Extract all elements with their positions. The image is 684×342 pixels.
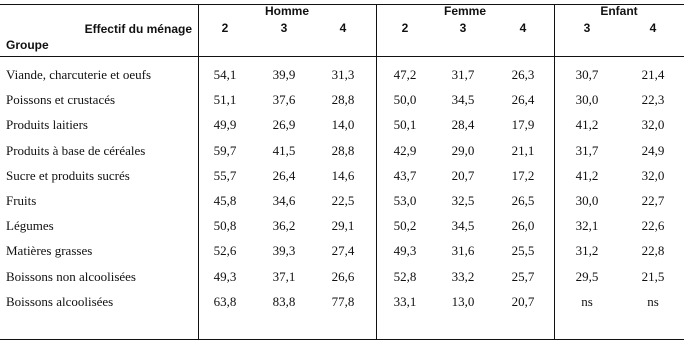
effectif-label: Effectif du ménage	[84, 22, 192, 36]
table-cell: 31,7	[575, 142, 599, 158]
table-cell: 28,8	[331, 142, 355, 158]
table-cell: 39,9	[272, 67, 296, 82]
table-cell: 14,6	[331, 167, 355, 183]
table-cell: 53,0	[393, 193, 417, 208]
table-cell: 31,6	[451, 243, 475, 259]
column-divider	[554, 4, 555, 339]
table-cell: 14,0	[331, 117, 355, 133]
column-divider	[376, 4, 377, 339]
table-cell: 47,2	[393, 67, 417, 82]
table-cell: 25,5	[511, 243, 535, 259]
row-label: Légumes	[6, 218, 54, 234]
row-label: Viande, charcuterie et oeufs	[6, 67, 152, 82]
table-cell: 30,0	[575, 193, 599, 208]
table-cell: 29,1	[331, 218, 355, 234]
table-cell: 26,5	[511, 193, 535, 208]
table-cell: 17,9	[511, 117, 535, 133]
table-cell: 31,2	[575, 243, 599, 259]
table-cell: 30,7	[575, 67, 599, 82]
table-cell: 41,5	[272, 142, 296, 158]
table-cell: 22,7	[641, 193, 665, 208]
table-cell: 13,0	[451, 293, 475, 309]
group-header: Enfant	[600, 4, 638, 18]
table-cell: 37,1	[272, 268, 296, 284]
table-cell: 32,0	[641, 167, 665, 183]
table-cell: 30,0	[575, 92, 599, 108]
table-cell: 20,7	[511, 293, 535, 309]
table-cell: 50,8	[213, 218, 237, 234]
header-rule	[0, 56, 684, 57]
table-cell: 34,5	[451, 92, 475, 108]
table-cell: 49,9	[213, 117, 237, 133]
row-label: Produits laitiers	[6, 117, 88, 133]
table-cell: 49,3	[393, 243, 417, 259]
household-size: 3	[280, 21, 288, 35]
household-size: 4	[649, 21, 657, 35]
table-cell: 52,8	[393, 268, 417, 284]
table-cell: 22,8	[641, 243, 665, 259]
table-cell: 77,8	[331, 293, 355, 309]
row-label: Poissons et crustacés	[6, 92, 116, 108]
table-cell: 41,2	[575, 167, 599, 183]
group-header: Homme	[264, 4, 309, 18]
table-cell: 34,5	[451, 218, 475, 234]
table-cell: 63,8	[213, 293, 237, 309]
table-cell: 26,4	[272, 167, 296, 183]
table-cell: 21,4	[641, 67, 665, 82]
table-cell: 32,5	[451, 193, 475, 208]
table-cell: 22,3	[641, 92, 665, 108]
table-cell: 29,0	[451, 142, 475, 158]
table-cell: 31,3	[331, 67, 355, 82]
table-cell: 33,2	[451, 268, 475, 284]
table-cell: 50,1	[393, 117, 417, 133]
table-cell: 28,8	[331, 92, 355, 108]
table-cell: 26,6	[331, 268, 355, 284]
table-cell: 39,3	[272, 243, 296, 259]
household-size: 4	[339, 21, 347, 35]
table-cell: 34,6	[272, 193, 296, 208]
table-cell: 33,1	[393, 293, 417, 309]
table-cell: 29,5	[575, 268, 599, 284]
group-header: Femme	[443, 4, 487, 18]
table-cell: 26,3	[511, 67, 535, 82]
table-cell: 21,1	[511, 142, 535, 158]
table-cell: 54,1	[213, 67, 237, 82]
groupe-label: Groupe	[6, 38, 49, 52]
household-size: 3	[459, 21, 467, 35]
table-cell: 26,9	[272, 117, 296, 133]
table-cell: 45,8	[213, 193, 237, 208]
table-cell: ns	[581, 293, 593, 309]
table-cell: 50,0	[393, 92, 417, 108]
household-size: 2	[221, 21, 229, 35]
table-cell: 32,1	[575, 218, 599, 234]
bottom-rule	[0, 339, 684, 340]
table-cell: 24,9	[641, 142, 665, 158]
row-label: Boissons non alcoolisées	[6, 268, 136, 284]
row-label: Sucre et produits sucrés	[6, 167, 130, 183]
table-cell: 22,6	[641, 218, 665, 234]
table-cell: 22,5	[331, 193, 355, 208]
household-size: 4	[519, 21, 527, 35]
table-cell: 50,2	[393, 218, 417, 234]
table-cell: 52,6	[213, 243, 237, 259]
row-label: Matières grasses	[6, 243, 93, 259]
table-cell: 25,7	[511, 268, 535, 284]
table-cell: 49,3	[213, 268, 237, 284]
table-cell: 27,4	[331, 243, 355, 259]
table-cell: 20,7	[451, 167, 475, 183]
table-cell: 42,9	[393, 142, 417, 158]
table-cell: 17,2	[511, 167, 535, 183]
row-label: Fruits	[6, 193, 37, 208]
table-cell: 26,0	[511, 218, 535, 234]
table-cell: 32,0	[641, 117, 665, 133]
table-cell: 51,1	[213, 92, 237, 108]
row-label: Produits à base de céréales	[6, 142, 146, 158]
table-cell: 36,2	[272, 218, 296, 234]
table-cell: 43,7	[393, 167, 417, 183]
table-cell: 59,7	[213, 142, 237, 158]
table-cell: 41,2	[575, 117, 599, 133]
row-label: Boissons alcoolisées	[6, 293, 114, 309]
column-divider	[198, 4, 199, 339]
table-cell: 31,7	[451, 67, 475, 82]
household-size: 2	[401, 21, 409, 35]
table-cell: 26,4	[511, 92, 535, 108]
household-size: 3	[583, 21, 591, 35]
table-cell: 37,6	[272, 92, 296, 108]
table-cell: ns	[647, 293, 659, 309]
table-cell: 83,8	[272, 293, 296, 309]
table-cell: 55,7	[213, 167, 237, 183]
table-cell: 28,4	[451, 117, 475, 133]
table-cell: 21,5	[641, 268, 665, 284]
